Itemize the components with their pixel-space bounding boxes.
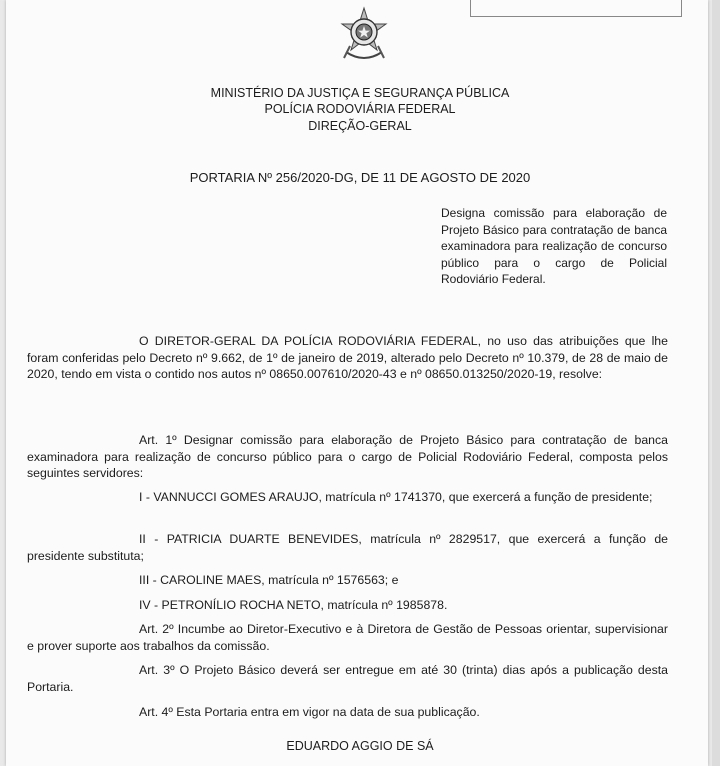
agency-header: POLÍCIA RODOVIÁRIA FEDERAL [264,102,456,116]
coat-of-arms-emblem [336,6,392,68]
signature-name: EDUARDO AGGIO DE SÁ [286,739,434,753]
ementa-summary: Designa comissão para elaboração de Projeto Básico para contratação de banca examinadora para realização de concurso público para o cargo de Policial Rodoviário Federal. [441,206,667,286]
member-1: I - VANNUCCI GOMES ARAUJO, matrícula nº 1741370, que exercerá a função de presidente; [139,490,653,504]
ordinance-title: PORTARIA Nº 256/2020-DG, DE 11 DE AGOSTO DE 2020 [189,170,531,185]
member-3: III - CAROLINE MAES, matrícula nº 1576563; e [139,573,399,587]
directorate-header: DIREÇÃO-GERAL [308,119,412,133]
page-edge-shadow [712,0,720,766]
member-4: IV - PETRONÍLIO ROCHA NETO, matrícula nº 1985878. [139,598,448,612]
article-4: Art. 4º Esta Portaria entra em vigor na data de sua publicação. [139,705,480,719]
preamble-paragraph: O DIRETOR-GERAL DA POLÍCIA RODOVIÁRIA FEDERAL, no uso das atribuições que lhe foram conferidas pelo Decreto nº 9.662, de 1º de janeiro de 2019, alterado pelo Decreto nº 10.379, de 28 de maio de 2020, tendo em vista o contido nos autos nº 08650.007610/2020-43 e nº 08650.013250/2020-19, resolve: [27,334,668,381]
member-2: II - PATRICIA DUARTE BENEVIDES, matrícula nº 2829517, que exercerá a função de presidente substituta; [27,532,668,563]
article-3: Art. 3º O Projeto Básico deverá ser entregue em até 30 (trinta) dias após a publicação desta Portaria. [27,663,668,694]
top-stamp-box [470,0,682,17]
article-1: Art. 1º Designar comissão para elaboração de Projeto Básico para contratação de banca examinadora para realização de concurso público para o cargo de Policial Rodoviário Federal, composta pelos seguintes servidores: [27,433,668,480]
ministry-header: MINISTÉRIO DA JUSTIÇA E SEGURANÇA PÚBLICA [210,86,510,100]
article-2: Art. 2º Incumbe ao Diretor-Executivo e à Diretora de Gestão de Pessoas orientar, supervisionar e prover suporte aos trabalhos da comissão. [27,622,668,653]
